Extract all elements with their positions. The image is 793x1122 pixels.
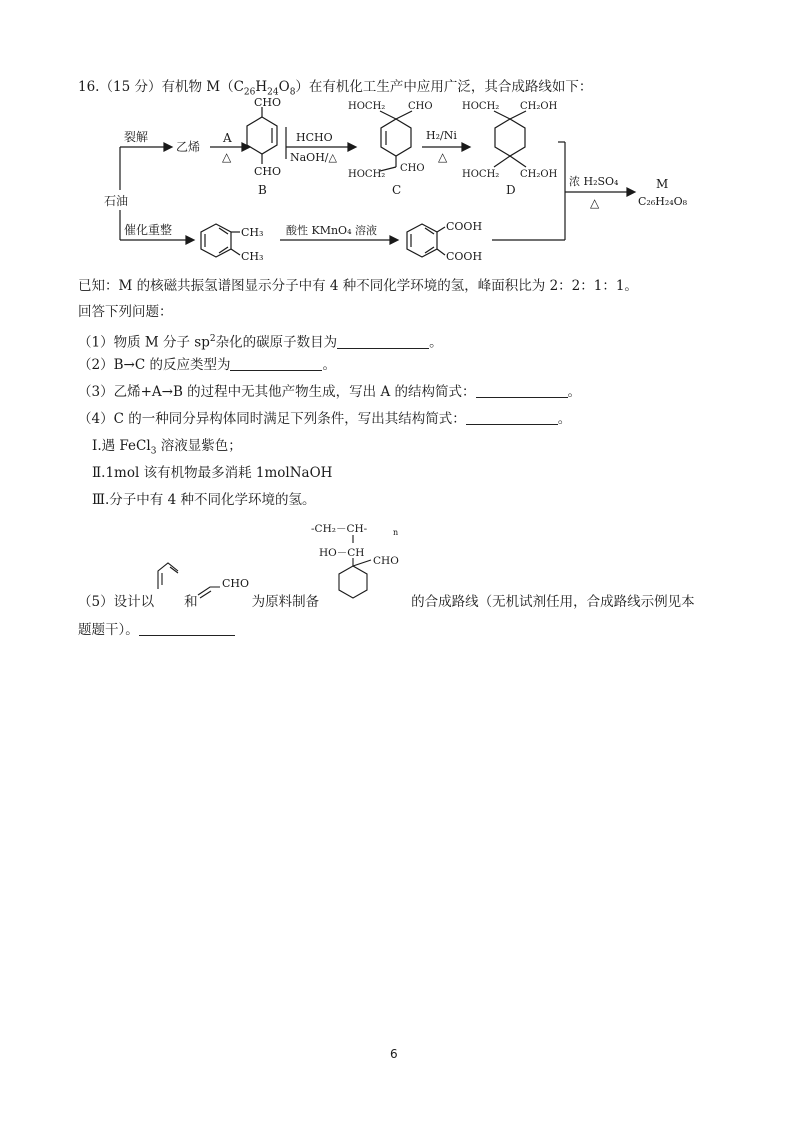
q1-answer-blank[interactable] [337, 335, 429, 349]
question-number: 16. [78, 79, 100, 95]
phthalic-cooh-1: COOH [446, 220, 483, 233]
q5-text-d: 题题干）。 [78, 622, 139, 638]
question-5 [78, 593, 695, 611]
answer-prompt: 回答下列问题： [78, 304, 173, 320]
ring-d-top-left [494, 111, 510, 119]
butadiene-structure [158, 563, 178, 589]
label-reagent-a: A [223, 131, 232, 145]
label-product-formula: C₂₆H₂₄O₈ [638, 195, 688, 208]
c-hoch2-top: HOCH₂ [348, 101, 386, 112]
synthesis-scheme [100, 97, 700, 277]
question-5-cont [78, 621, 235, 639]
label-kmno4: 酸性 KMnO₄ 溶液 [286, 224, 377, 237]
label-heat-2: △ [438, 150, 448, 164]
arrow-b-to-c-head [348, 143, 356, 151]
q1-text-a: （1）物质 M 分子 sp [78, 334, 210, 351]
c-hoch2-bottom: HOCH₂ [348, 169, 386, 180]
q4-period: 。 [557, 411, 572, 427]
cooh-bond-2 [437, 249, 445, 255]
b-cho-top: CHO [254, 97, 282, 109]
q3-period: 。 [567, 384, 582, 400]
question-3 [78, 383, 581, 401]
xylene-inner-2 [219, 228, 228, 234]
ring-d [495, 119, 525, 156]
q3-text: （3）乙烯+A→B 的过程中无其他产物生成，写出 A 的结构简式： [78, 384, 476, 400]
condition-3: Ⅲ.分子中有 4 种不同化学环境的氢。 [92, 492, 316, 508]
label-c: C [392, 183, 402, 197]
cooh-bond-1 [437, 227, 445, 232]
label-reforming: 催化重整 [124, 223, 173, 237]
label-cracking: 裂解 [124, 130, 149, 144]
xylene-ch3-bond-2 [231, 249, 240, 255]
xylene-inner-3 [219, 247, 228, 253]
d-hoch2-bottom: HOCH₂ [462, 169, 500, 180]
phthalic-inner-3 [425, 247, 434, 253]
label-product-m: M [656, 177, 669, 191]
phthalic-inner-2 [425, 228, 434, 234]
reactant-cho: CHO [222, 577, 250, 590]
q2-answer-blank[interactable] [230, 357, 322, 371]
condition-1 [92, 437, 242, 461]
reforming-arrow-head [186, 236, 194, 244]
question-2 [78, 356, 336, 374]
q5-text-b: 为原料制备 [251, 594, 320, 610]
polymer-n: n [393, 528, 399, 537]
q4-answer-blank[interactable] [466, 411, 558, 425]
formula-sub-2: 24 [267, 87, 279, 98]
arrow-a-head [242, 143, 250, 151]
arrow-to-m-head [627, 188, 635, 196]
question-score: （15 分） [99, 79, 162, 95]
condition-2: Ⅱ.1mol 该有机物最多消耗 1molNaOH [92, 465, 333, 481]
q5-text-a: （5）设计以 [78, 594, 155, 610]
intro-text-b: H [255, 79, 268, 95]
q4-text: （4）C 的一种同分异构体同时满足下列条件，写出其结构简式： [78, 411, 466, 427]
intro-text-a: 有机物 M（C [161, 79, 244, 95]
q3-answer-blank[interactable] [476, 384, 568, 398]
kmno4-arrow-head [390, 236, 398, 244]
formula-sub-1: 26 [243, 87, 256, 98]
label-hcho: HCHO [296, 131, 333, 144]
q5-answer-blank[interactable] [139, 622, 235, 636]
q5-text-c: 的合成路线（无机试剂任用，合成路线示例见本 [411, 594, 695, 610]
cond1-text-b: 溶液显紫色； [156, 438, 242, 454]
label-d: D [506, 183, 516, 197]
question-1 [78, 330, 443, 352]
polymer-backbone: -CH₂－CH- [311, 523, 368, 535]
b-cho-bottom: CHO [254, 165, 282, 178]
polymer-cho-bond [353, 560, 371, 566]
xylene-ch3-1: CH₃ [241, 226, 264, 239]
label-crude-oil: 石油 [104, 194, 129, 208]
known-info: 已知：M 的核磁共振氢谱图显示分子中有 4 种不同化学环境的氢，峰面积比为 2：2：1：1。 [78, 278, 638, 294]
ring-d-top-right [510, 111, 526, 119]
cond1-sub: 3 [150, 446, 157, 457]
page-number: 6 [390, 1047, 398, 1061]
intro-text-c: O [278, 79, 290, 95]
label-heat-1: △ [222, 150, 232, 164]
question-4 [78, 410, 571, 428]
xylene-ch3-2: CH₃ [241, 250, 264, 263]
ring-d-bottom-right [510, 156, 526, 167]
c-cho-top: CHO [408, 101, 433, 112]
q5-and: 和 [184, 594, 198, 610]
q1-sup: 2 [209, 334, 216, 344]
d-ch2oh-top: CH₂OH [520, 101, 558, 112]
phthalic-cooh-2: COOH [446, 250, 483, 263]
ring-c-top-left [380, 111, 396, 119]
q2-period: 。 [322, 357, 336, 373]
label-conc-h2so4: 浓 H₂SO₄ [569, 175, 619, 188]
q1-period: 。 [429, 334, 443, 351]
cracking-arrow-head [164, 143, 172, 151]
intro-text-d: ）在有机化工生产中应用广泛，其合成路线如下： [295, 79, 593, 95]
d-ch2oh-bottom: CH₂OH [520, 169, 558, 180]
q1-text-b: 杂化的碳原子数目为 [215, 334, 338, 351]
polymer-hoch: HO－CH [319, 547, 365, 559]
c-cho-bottom: CHO [400, 163, 425, 174]
q2-text: （2）B→C 的反应类型为 [78, 357, 231, 373]
label-ethylene: 乙烯 [176, 140, 201, 154]
d-hoch2-top: HOCH₂ [462, 101, 500, 112]
cond1-text-a: Ⅰ.遇 FeCl [92, 438, 151, 454]
polymer-cho: CHO [373, 555, 399, 567]
ring-c-top-right [396, 111, 412, 119]
label-b: B [258, 183, 267, 197]
label-h2-ni: H₂/Ni [426, 129, 457, 142]
arrow-c-to-d-head [462, 143, 470, 151]
label-heat-3: △ [590, 196, 600, 210]
ring-d-bottom-left [494, 156, 510, 167]
formula-sub-3: 8 [289, 87, 296, 98]
label-naoh: NaOH/△ [290, 151, 337, 164]
